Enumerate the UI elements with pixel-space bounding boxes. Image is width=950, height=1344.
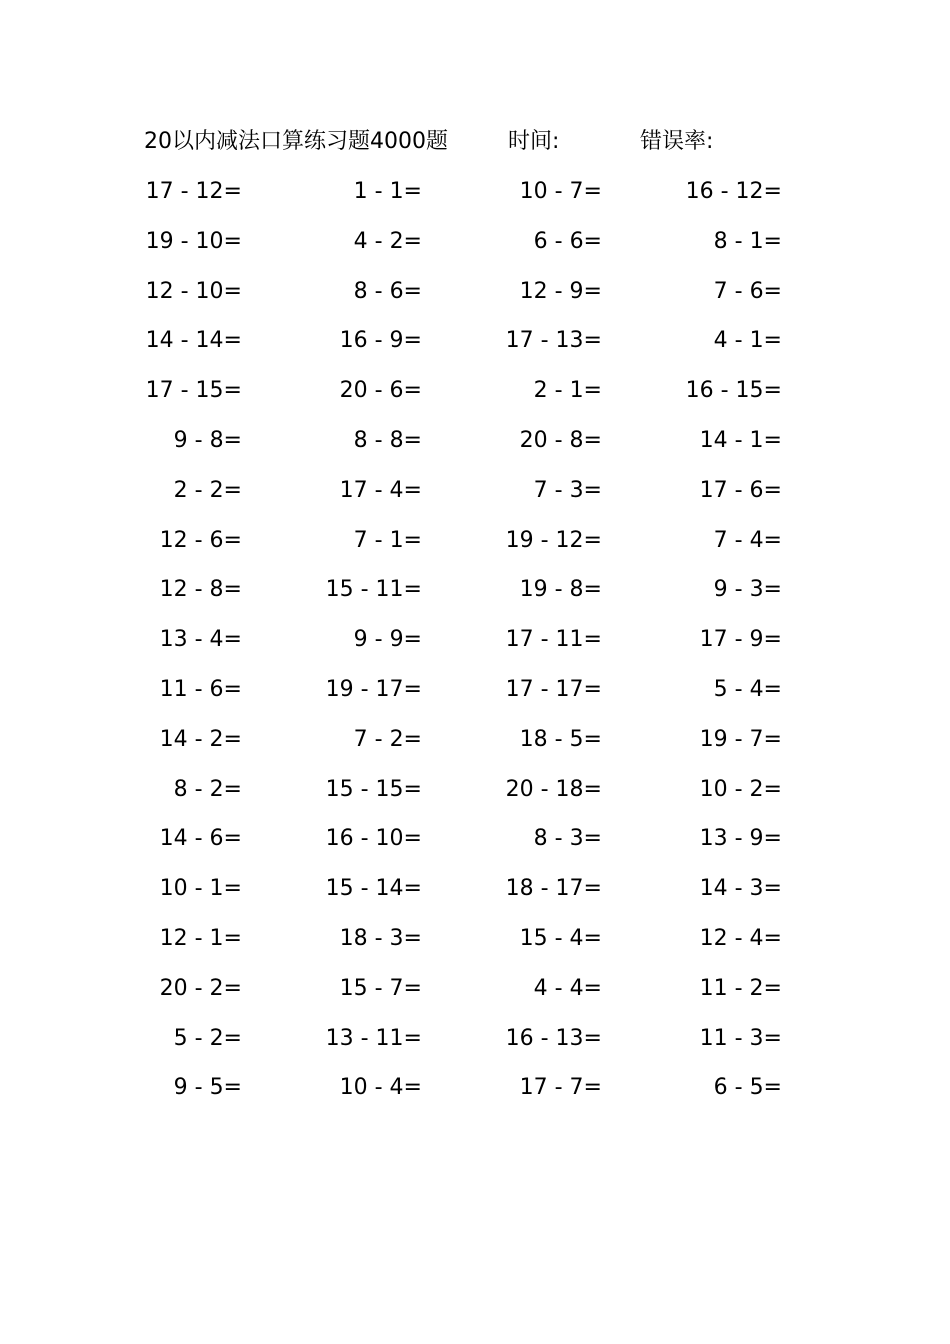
problem-item: 4 - 2= <box>353 228 422 254</box>
problem-item: 15 - 7= <box>339 975 422 1001</box>
problem-row <box>0 272 950 322</box>
problem-item: 13 - 4= <box>159 627 242 653</box>
problem-item: 8 - 8= <box>353 427 422 453</box>
problem-item: 14 - 2= <box>159 726 242 752</box>
problem-row <box>0 172 950 222</box>
problem-item: 5 - 2= <box>173 1025 242 1051</box>
problem-item: 19 - 7= <box>699 726 782 752</box>
worksheet-title: 20以内减法口算练习题4000题 <box>144 129 448 154</box>
problem-item: 8 - 2= <box>173 776 242 802</box>
problem-item: 8 - 3= <box>533 826 602 852</box>
problem-item: 20 - 18= <box>505 776 602 802</box>
problem-item: 10 - 7= <box>519 179 602 204</box>
problem-item: 18 - 17= <box>505 876 602 902</box>
problem-item: 11 - 2= <box>699 975 782 1001</box>
problem-row <box>0 869 950 919</box>
problem-item: 15 - 4= <box>519 925 602 951</box>
problem-item: 20 - 6= <box>339 378 422 404</box>
problem-item: 9 - 9= <box>353 627 422 653</box>
problem-row <box>0 321 950 371</box>
problem-item: 12 - 8= <box>159 577 242 603</box>
problem-item: 14 - 1= <box>699 427 782 453</box>
problem-item: 17 - 7= <box>519 1075 602 1101</box>
problem-item: 10 - 2= <box>699 776 782 802</box>
problem-item: 12 - 10= <box>145 278 242 304</box>
problem-row <box>0 371 950 421</box>
problem-item: 19 - 10= <box>145 228 242 254</box>
problem-item: 11 - 6= <box>159 676 242 702</box>
problem-item: 16 - 10= <box>325 826 422 852</box>
problem-item: 10 - 1= <box>159 876 242 902</box>
problem-row <box>0 919 950 969</box>
problem-item: 1 - 1= <box>353 179 422 204</box>
error-rate-label: 错误率: <box>640 129 714 154</box>
problem-item: 12 - 4= <box>699 925 782 951</box>
problem-item: 16 - 12= <box>685 179 782 204</box>
problem-item: 14 - 6= <box>159 826 242 852</box>
problem-item: 17 - 9= <box>699 627 782 653</box>
problem-item: 12 - 1= <box>159 925 242 951</box>
problem-item: 15 - 15= <box>325 776 422 802</box>
problem-item: 4 - 1= <box>713 328 782 354</box>
problem-item: 17 - 17= <box>505 676 602 702</box>
problem-item: 9 - 3= <box>713 577 782 603</box>
problem-item: 2 - 1= <box>533 378 602 404</box>
problem-item: 17 - 12= <box>145 179 242 204</box>
problem-item: 6 - 5= <box>713 1075 782 1101</box>
problem-item: 16 - 9= <box>339 328 422 354</box>
problem-item: 7 - 1= <box>353 527 422 553</box>
problem-item: 17 - 15= <box>145 378 242 404</box>
problem-item: 9 - 5= <box>173 1075 242 1101</box>
problem-row <box>0 1019 950 1069</box>
problem-item: 12 - 6= <box>159 527 242 553</box>
problem-item: 8 - 1= <box>713 228 782 254</box>
problem-item: 9 - 8= <box>173 427 242 453</box>
problem-item: 4 - 4= <box>533 975 602 1001</box>
problem-item: 18 - 3= <box>339 925 422 951</box>
problem-item: 10 - 4= <box>339 1075 422 1101</box>
problem-item: 6 - 6= <box>533 228 602 254</box>
problem-item: 19 - 17= <box>325 676 422 702</box>
problem-row <box>0 819 950 869</box>
problem-item: 15 - 14= <box>325 876 422 902</box>
problem-row <box>0 222 950 272</box>
problem-row <box>0 620 950 670</box>
problem-item: 14 - 14= <box>145 328 242 354</box>
problem-grid <box>0 172 950 1118</box>
problem-item: 16 - 13= <box>505 1025 602 1051</box>
problem-item: 13 - 11= <box>325 1025 422 1051</box>
problem-item: 19 - 8= <box>519 577 602 603</box>
problem-item: 13 - 9= <box>699 826 782 852</box>
problem-row <box>0 521 950 571</box>
worksheet-header <box>0 124 950 160</box>
problem-row <box>0 471 950 521</box>
problem-item: 2 - 2= <box>173 477 242 503</box>
problem-item: 15 - 11= <box>325 577 422 603</box>
problem-item: 11 - 3= <box>699 1025 782 1051</box>
problem-item: 7 - 2= <box>353 726 422 752</box>
problem-item: 7 - 3= <box>533 477 602 503</box>
problem-row <box>0 570 950 620</box>
problem-item: 8 - 6= <box>353 278 422 304</box>
problem-item: 17 - 6= <box>699 477 782 503</box>
problem-item: 14 - 3= <box>699 876 782 902</box>
problem-item: 7 - 6= <box>713 278 782 304</box>
problem-item: 7 - 4= <box>713 527 782 553</box>
problem-item: 12 - 9= <box>519 278 602 304</box>
problem-row <box>0 1068 950 1118</box>
problem-item: 16 - 15= <box>685 378 782 404</box>
problem-item: 5 - 4= <box>713 676 782 702</box>
problem-item: 17 - 4= <box>339 477 422 503</box>
problem-item: 20 - 8= <box>519 427 602 453</box>
problem-item: 18 - 5= <box>519 726 602 752</box>
problem-row <box>0 770 950 820</box>
problem-item: 20 - 2= <box>159 975 242 1001</box>
problem-item: 19 - 12= <box>505 527 602 553</box>
problem-row <box>0 720 950 770</box>
problem-row <box>0 421 950 471</box>
problem-item: 17 - 13= <box>505 328 602 354</box>
problem-row <box>0 969 950 1019</box>
problem-item: 17 - 11= <box>505 627 602 653</box>
problem-row <box>0 670 950 720</box>
time-label: 时间: <box>508 129 560 154</box>
